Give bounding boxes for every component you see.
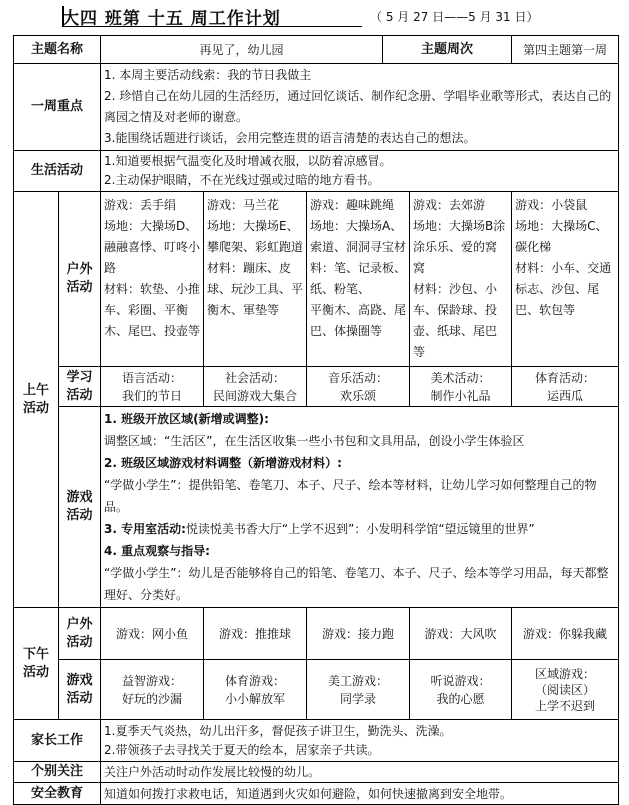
weekly-focus-row [14,64,619,151]
morning-study-row [14,367,619,407]
parents-row [14,720,619,762]
outdoor-activity-cell [512,192,619,367]
plan-title: 大四 班第 十五 周工作计划 [62,9,281,29]
morning-game-label: 游戏活动 [59,407,101,608]
game-name: 我的心愿 [436,691,485,706]
game-heading: 1. 班级开放区域(新增或调整): [104,412,269,426]
weekly-focus-line: 2. 珍惜自己在幼儿园的生活经历，通过回忆谈话、制作纪念册、学唱毕业歌等形式，表达自己的离园之情及对老师的谢意。 [104,89,612,124]
theme-row [14,36,619,64]
morning-game-row [14,407,619,608]
activity-place: 场地：大操场C、碳化梯 [515,219,608,254]
game-paragraph: “学做小学生”：幼儿是否能够将自己的铅笔、卷笔刀、本子、尺子、绘本等学习用品，每天都整理好、分类好。 [104,566,609,602]
study-activity-cell [204,367,307,407]
activity-game: 游戏：丢手绢 [104,198,177,212]
study-activity-cell [307,367,410,407]
afternoon-game-cell [512,660,619,720]
morning-outdoor-label: 户外活动 [59,192,101,367]
study-activity-cell [410,367,512,407]
afternoon-game-cell [101,660,204,720]
life-line: 2.主动保护眼睛，不在光线过强或过暗的地方看书。 [104,173,380,187]
game-heading: 2. 班级区域游戏材料调整（新增游戏材料）: [104,456,342,470]
weekly-focus-line: 3.能围绕话题进行谈话，会用完整连贯的语言清楚的表达自己的想法。 [104,131,476,145]
game-type: 区域游戏： [535,666,596,681]
study-name: 运西瓜 [547,388,584,403]
weekly-focus-label: 一周重点 [14,64,101,151]
afternoon-outdoor-cell: 游戏：网小鱼 [101,608,204,660]
activity-material: 材料：蹦床、皮球、玩沙工具、平衡木、軍垫等 [207,261,304,317]
afternoon-game-label: 游戏活动 [59,660,101,720]
game-type: 体育游戏： [225,673,286,688]
activity-place: 场地：大操场B涂涂乐乐、爱的窝窝 [413,219,506,275]
afternoon-outdoor-cell: 游戏：推推球 [204,608,307,660]
life-label: 生活活动 [14,151,101,192]
activity-material: 材料：软垫、小推车、彩圈、平衡木、尾巴、投壶等 [104,282,201,338]
individual-content: 关注户外活动时动作发展比较慢的幼儿。 [101,762,619,783]
game-heading: 4. 重点观察与指导: [104,544,210,558]
theme-name-value: 再见了，幼儿园 [101,36,383,64]
activity-place: 场地：大操场A、索道、洞洞寻宝材料：笔、记录板、纸、粉笔、 [310,219,407,296]
afternoon-outdoor-cell: 游戏：你躲我藏 [512,608,619,660]
game-area: （阅读区） [535,682,596,697]
safety-row [14,783,619,805]
game-name: 小小解放军 [225,691,286,706]
life-content [101,151,619,192]
morning-study-label: 学习活动 [59,367,101,407]
game-type: 益智游戏： [122,673,183,688]
study-activity-cell [512,367,619,407]
study-type: 社会活动： [225,370,286,385]
afternoon-game-cell [204,660,307,720]
activity-material: 材料：小车、交通标志、沙包、尾巴、软包等 [515,261,612,317]
game-name: 上学不迟到 [535,698,596,713]
individual-label: 个别关注 [14,762,101,783]
afternoon-outdoor-label: 户外活动 [59,608,101,660]
activity-game: 游戏：马兰花 [207,198,280,212]
study-type: 音乐活动： [328,370,389,385]
life-line: 1.知道要根据气温变化及时增减衣服，以防着凉感冒。 [104,154,392,168]
game-heading: 3. 专用室活动: [104,522,186,536]
game-type: 听说游戏： [430,673,491,688]
outdoor-activity-cell [410,192,512,367]
study-name: 制作小礼品 [430,388,491,403]
safety-label: 安全教育 [14,783,101,805]
game-paragraph: 悦读悦美书香大厅“上学不迟到”：小发明科学馆“望远镜里的世界” [185,522,535,536]
parents-line: 1.夏季天气炎热，幼儿出汗多，督促孩子讲卫生，勤洗头、洗澡。 [104,723,452,738]
safety-content: 知道如何拨打求救电话，知道遇到火灾如何避险，如何快速撤离到安全地带。 [101,783,619,805]
outdoor-activity-cell [307,192,410,367]
activity-place: 场地：大操场E、攀爬架、彩虹跑道 [207,219,304,254]
theme-period-label: 主题周次 [383,36,512,64]
parents-label: 家长工作 [14,720,101,762]
outdoor-activity-cell [101,192,204,367]
afternoon-outdoor-row [14,608,619,660]
game-name: 好玩的沙漏 [122,691,183,706]
theme-name-label: 主题名称 [14,36,101,64]
parents-line: 2.带领孩子去寻找关于夏天的绘本，居家亲子共读。 [104,742,380,757]
afternoon-game-cell [410,660,512,720]
afternoon-outdoor-cell: 游戏：接力跑 [307,608,410,660]
morning-label: 上午活动 [14,192,59,608]
activity-material: 平衡木、高跷、尾巴、体操圈等 [310,303,407,338]
study-type: 体育活动： [535,370,596,385]
life-row [14,151,619,192]
weekly-plan-table [13,35,619,805]
afternoon-label: 下午活动 [14,608,59,720]
afternoon-outdoor-cell: 游戏：大风吹 [410,608,512,660]
activity-game: 游戏：小袋鼠 [515,198,588,212]
weekly-focus-content [101,64,619,151]
morning-game-content [101,407,619,608]
activity-game: 游戏：趣味跳绳 [310,198,395,212]
morning-outdoor-row [14,192,619,367]
title-underline [62,26,362,27]
game-paragraph: “学做小学生”：提供铅笔、卷笔刀、本子、尺子、绘本等材料，让幼儿学习如何整理自己的物品。 [104,478,597,514]
study-name: 民间游戏大集合 [213,388,298,403]
study-activity-cell [101,367,204,407]
activity-material: 材料：沙包、小车、保龄球、投壶、纸球、尾巴等 [413,282,498,359]
game-paragraph: 调整区域：“生活区”，在生活区收集一些小书包和文具用品，创设小学生体验区 [104,434,525,448]
page-header [0,0,629,30]
parents-content [101,720,619,762]
study-name: 我们的节日 [122,388,183,403]
study-type: 语言活动： [122,370,183,385]
activity-game: 游戏：去郊游 [413,198,486,212]
study-type: 美术活动： [430,370,491,385]
plan-date-range: （ 5 月 27 日——5 月 31 日） [370,10,539,24]
individual-row [14,762,619,783]
study-name: 欢乐颂 [340,388,377,403]
theme-period-value: 第四主题第一周 [512,36,619,64]
game-type: 美工游戏： [328,673,389,688]
weekly-focus-line: 1. 本周主要活动线索：我的节日我做主 [104,68,312,82]
activity-place: 场地：大操场D、融融喜悸、叮咚小路 [104,219,201,275]
game-name: 同学录 [340,691,377,706]
afternoon-game-cell [307,660,410,720]
outdoor-activity-cell [204,192,307,367]
afternoon-game-row [14,660,619,720]
